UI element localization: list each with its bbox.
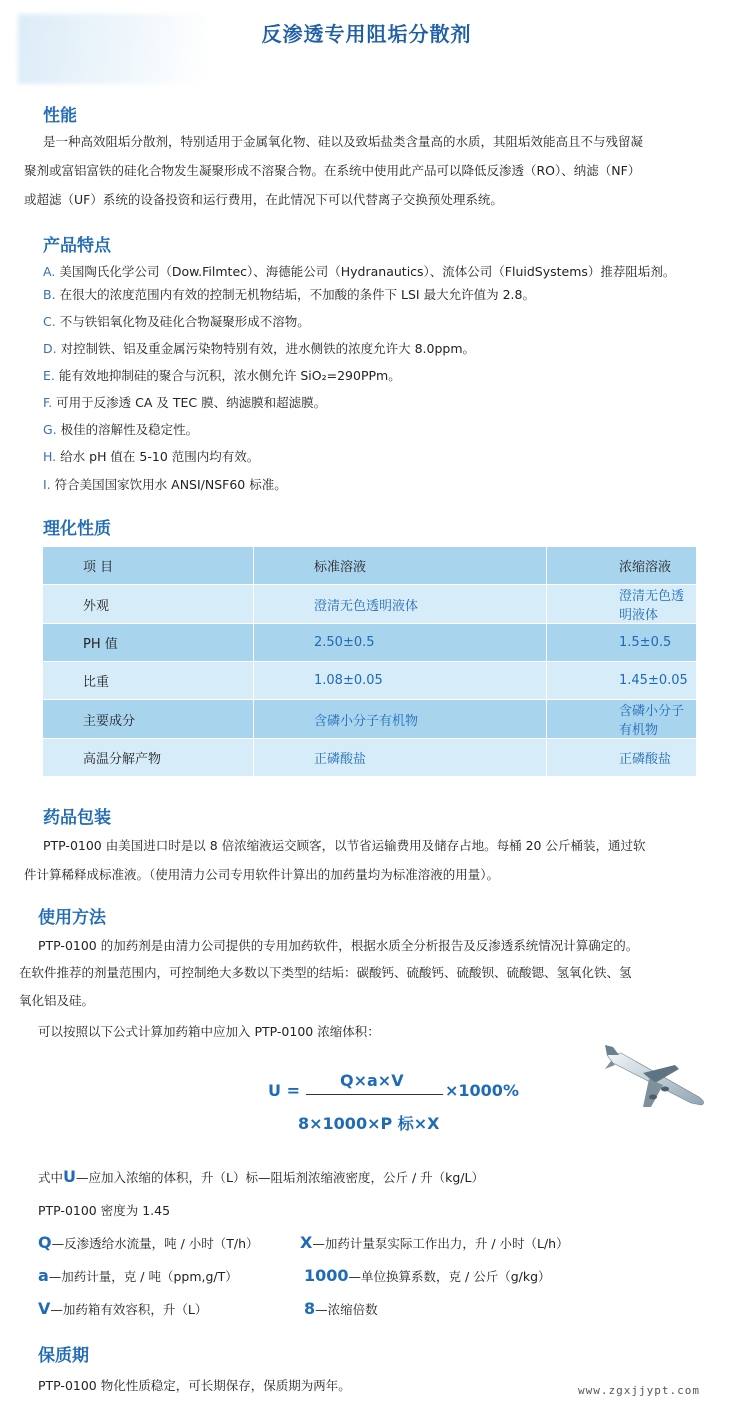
table-row [43, 700, 697, 739]
table-cell: 2.50±0.5 [254, 624, 547, 662]
definition-text: —单位换算系数，克 / 公斤（g/kg） [348, 1269, 551, 1284]
table-cell: 正磷酸盐 [547, 739, 697, 777]
feature-letter: E. [43, 368, 55, 383]
usage-line-3: 氧化铝及硅。 [19, 993, 95, 1008]
feature-letter: F. [43, 395, 53, 410]
definition-u [38, 1167, 484, 1186]
packaging-line-2: 件计算稀释成标准液。（使用清力公司专用软件计算出的加药量均为标准溶液的用量）。 [24, 867, 500, 882]
properties-heading: 理化性质 [43, 519, 111, 539]
table-cell: 比重 [43, 662, 254, 700]
feature-letter: G. [43, 422, 57, 437]
definition-text: —反渗透给水流量，吨 / 小时（T/h） [51, 1236, 259, 1251]
definition-text: —加药计量泵实际工作出力，升 / 小时（L/h） [312, 1236, 569, 1251]
feature-letter: A. [43, 264, 56, 279]
definition-text: —应加入浓缩的体积，升（L）标—阻垢剂浓缩液密度，公斤 / 升（kg/L） [76, 1170, 484, 1185]
feature-text: 不与铁铝氧化物及硅化合物凝聚形成不溶物。 [59, 314, 310, 329]
variable-q: Q [38, 1233, 52, 1252]
table-cell: 澄清无色透明液体 [547, 585, 697, 624]
feature-item-g [43, 420, 198, 438]
feature-text: 符合美国国家饮用水 ANSI/NSF60 标准。 [54, 477, 287, 492]
shelf-text: PTP-0100 物化性质稳定，可长期保存，保质期为两年。 [38, 1378, 351, 1393]
feature-letter: I. [43, 477, 51, 492]
feature-item-a [43, 262, 675, 280]
definition-a [38, 1266, 238, 1285]
feature-text: 给水 pH 值在 5-10 范围内均有效。 [60, 449, 260, 464]
table-row [43, 739, 697, 777]
definition-text: —加药计量，克 / 吨（ppm,g/T） [48, 1269, 238, 1284]
variable-x: X [300, 1233, 313, 1252]
packaging-heading: 药品包装 [43, 808, 111, 828]
performance-line-2: 聚剂或富铝富铁的硅化合物发生凝聚形成不溶聚合物。在系统中使用此产品可以降低反渗透（RO）、纳滤（NF） [24, 163, 641, 178]
usage-line-2: 在软件推荐的剂量范围内，可控制绝大多数以下类型的结垢：碳酸钙、硫酸钙、硫酸钡、硫酸锶、氢氧化铁、氢 [19, 965, 632, 980]
feature-letter: B. [43, 287, 56, 302]
table-row [43, 585, 697, 624]
feature-item-h [43, 447, 259, 465]
definition-x [300, 1233, 569, 1252]
airplane-icon [603, 1045, 713, 1115]
variable-v: V [38, 1299, 51, 1318]
formula-suffix: ×1000% [445, 1081, 519, 1100]
variable-u: U [63, 1167, 77, 1186]
page-title: 反渗透专用阻垢分散剂 [261, 22, 472, 46]
table-cell: PH 值 [43, 624, 254, 662]
definition-q [38, 1233, 259, 1252]
table-cell: 外观 [43, 585, 254, 624]
definition-v [38, 1299, 207, 1318]
packaging-line-1: PTP-0100 由美国进口时是以 8 倍浓缩液运交顾客，以节省运输费用及储存占地。每桶 20 公斤桶装，通过软 [43, 838, 646, 853]
feature-item-d [43, 339, 475, 357]
features-heading: 产品特点 [43, 236, 111, 256]
table-header-row [43, 547, 697, 585]
performance-line-1: 是一种高效阻垢分散剂，特别适用于金属氧化物、硅以及致垢盐类含量高的水质，其阻垢效能高且不与残留凝 [43, 134, 644, 149]
definition-text: —加药箱有效容积，升（L） [50, 1302, 208, 1317]
definition-prefix: 式中 [38, 1170, 64, 1185]
column-header: 项 目 [43, 547, 254, 585]
feature-text: 在很大的浓度范围内有效的控制无机物结垢，不加酸的条件下 LSI 最大允许值为 2.8。 [59, 287, 535, 302]
density-note: PTP-0100 密度为 1.45 [38, 1203, 171, 1218]
feature-text: 能有效地抑制硅的聚合与沉积，浓水侧允许 SiO₂=290PPm。 [58, 368, 401, 383]
column-header: 标准溶液 [254, 547, 547, 585]
usage-heading: 使用方法 [38, 908, 106, 928]
usage-line-1: PTP-0100 的加药剂是由清力公司提供的专用加药软件，根据水质全分析报告及反渗透系统情况计算确定的。 [38, 938, 639, 953]
variable-8: 8 [304, 1299, 316, 1318]
table-row [43, 624, 697, 662]
formula-lhs: U = [268, 1081, 300, 1100]
table-cell: 高温分解产物 [43, 739, 254, 777]
shelf-heading: 保质期 [38, 1346, 89, 1366]
feature-item-f [43, 393, 326, 411]
table-cell: 1.45±0.05 [547, 662, 697, 700]
definition-1000 [304, 1266, 551, 1285]
feature-letter: C. [43, 314, 56, 329]
feature-letter: H. [43, 449, 57, 464]
formula-denominator: 8×1000×P 标×X [298, 1114, 440, 1133]
table-cell: 含磷小分子有机物 [547, 700, 697, 739]
feature-item-b [43, 285, 535, 303]
formula-numerator: Q×a×V [340, 1071, 404, 1090]
feature-text: 极佳的溶解性及稳定性。 [60, 422, 199, 437]
table-cell: 1.5±0.5 [547, 624, 697, 662]
column-header: 浓缩溶液 [547, 547, 697, 585]
table-cell: 含磷小分子有机物 [254, 700, 547, 739]
performance-heading: 性能 [43, 106, 77, 126]
feature-item-c [43, 312, 310, 330]
table-cell: 澄清无色透明液体 [254, 585, 547, 624]
performance-line-3: 或超滤（UF）系统的设备投资和运行费用，在此情况下可以代替离子交换预处理系统。 [24, 192, 503, 207]
formula-fraction-line [306, 1094, 443, 1095]
definition-8 [304, 1299, 378, 1318]
feature-text: 美国陶氏化学公司（Dow.Filmtec）、海德能公司（Hydranautics）、流体公司（FluidSystems）推荐阻垢剂。 [59, 264, 676, 279]
feature-item-e [43, 366, 401, 384]
table-cell: 正磷酸盐 [254, 739, 547, 777]
feature-text: 可用于反渗透 CA 及 TEC 膜、纳滤膜和超滤膜。 [56, 395, 327, 410]
watermark: www.zgxjjypt.com [578, 1384, 700, 1397]
table-row [43, 662, 697, 700]
feature-text: 对控制铁、铝及重金属污染物特别有效，进水侧铁的浓度允许大 8.0ppm。 [60, 341, 476, 356]
feature-item-i [43, 475, 287, 493]
properties-table [43, 547, 697, 777]
table-cell: 主要成分 [43, 700, 254, 739]
definition-text: —浓缩倍数 [315, 1302, 378, 1317]
table-cell: 1.08±0.05 [254, 662, 547, 700]
feature-letter: D. [43, 341, 57, 356]
variable-1000: 1000 [304, 1266, 349, 1285]
formula-intro: 可以按照以下公式计算加药箱中应加入 PTP-0100 浓缩体积： [38, 1024, 380, 1039]
variable-a: a [38, 1266, 49, 1285]
